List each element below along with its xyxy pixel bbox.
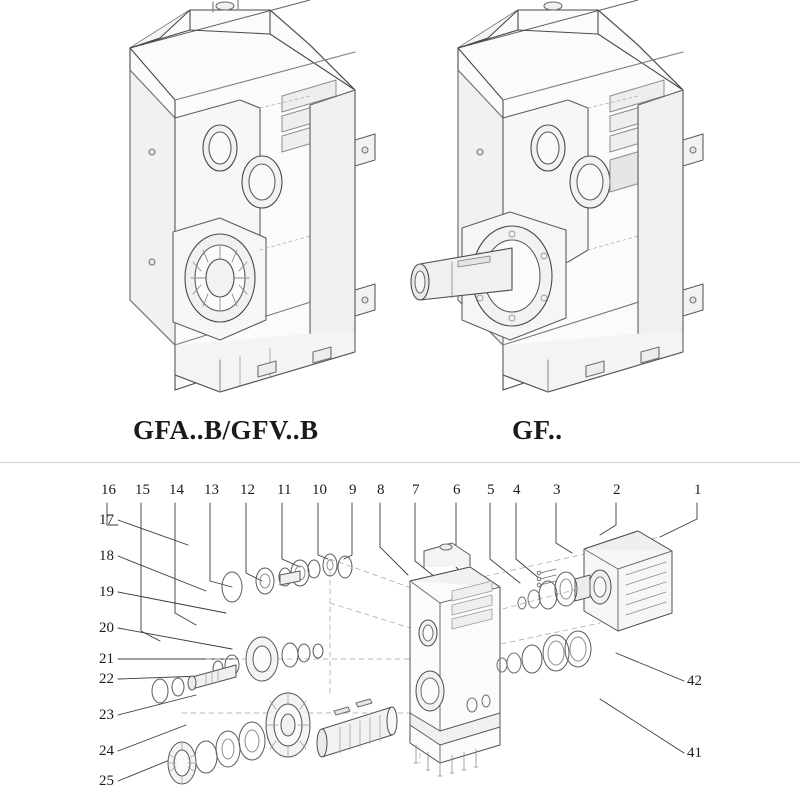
callout-2: 2 [613, 482, 621, 498]
callout-20: 20 [99, 620, 114, 636]
callout-11: 11 [277, 482, 292, 498]
callout-21: 21 [99, 651, 114, 667]
callout-42: 42 [687, 673, 702, 689]
callout-14: 14 [169, 482, 184, 498]
exploded-view-section [0, 463, 800, 800]
callout-25: 25 [99, 773, 114, 789]
caption-gf: GF.. [512, 415, 563, 445]
callout-10: 10 [312, 482, 327, 498]
callout-5: 5 [487, 482, 495, 498]
callout-17: 17 [99, 512, 114, 528]
callout-15: 15 [135, 482, 150, 498]
callout-19: 19 [99, 584, 114, 600]
callout-23: 23 [99, 707, 114, 723]
gearbox-drawing-right [390, 0, 730, 400]
callout-24: 24 [99, 743, 114, 759]
callout-4: 4 [513, 482, 521, 498]
callout-16: 16 [101, 482, 116, 498]
callout-12: 12 [240, 482, 255, 498]
gearbox-drawing-left [70, 0, 400, 400]
callout-6: 6 [453, 482, 461, 498]
callout-1: 1 [694, 482, 702, 498]
callout-8: 8 [377, 482, 385, 498]
callout-3: 3 [553, 482, 561, 498]
caption-gfa-b-gfv-b: GFA..B/GFV..B [133, 415, 319, 445]
callout-18: 18 [99, 548, 114, 564]
callout-9: 9 [349, 482, 357, 498]
callout-13: 13 [204, 482, 219, 498]
callout-22: 22 [99, 671, 114, 687]
callout-41: 41 [687, 745, 702, 761]
callout-7: 7 [412, 482, 420, 498]
